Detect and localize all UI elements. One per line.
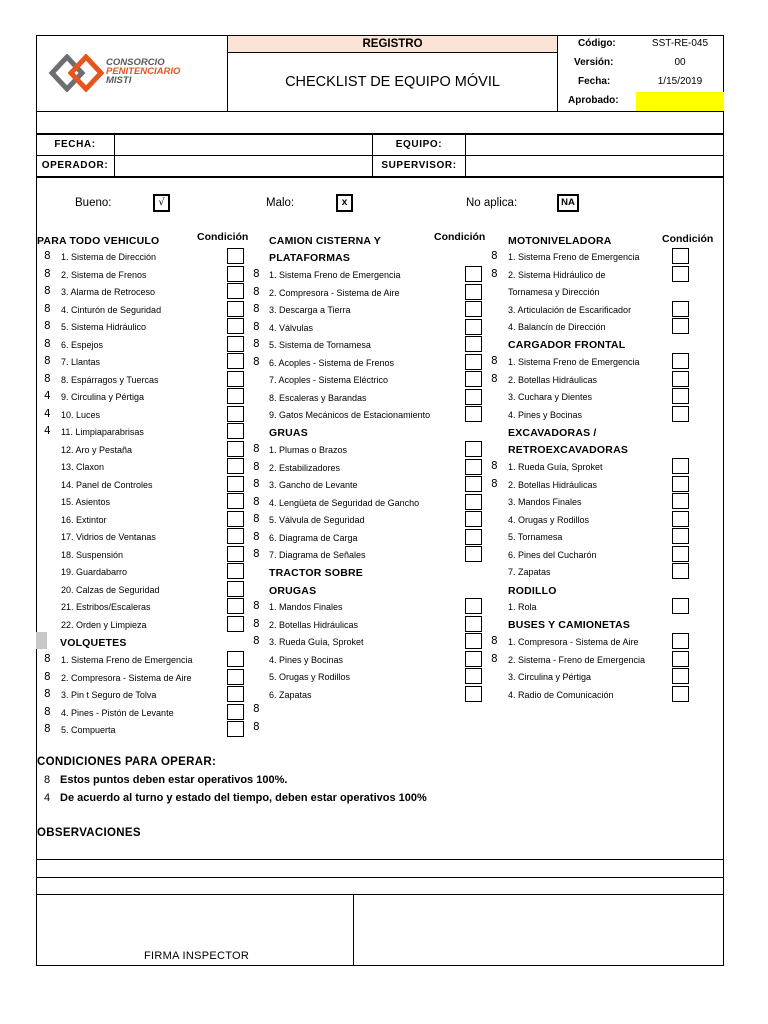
c2-grua-5-label: 5. Válvula de Seguridad <box>269 515 365 525</box>
condicion-header-3: Condición <box>662 233 714 245</box>
c2-cisterna-6-label: 6. Acoples - Sistema de Frenos <box>269 357 395 368</box>
conditions-line-1: Estos puntos deben estar operativos 100%. <box>60 774 288 786</box>
c2-tractor-4-checkbox[interactable] <box>465 651 482 667</box>
aprobado-field[interactable] <box>636 92 724 111</box>
c1-item-19-checkbox[interactable] <box>227 563 244 579</box>
c3-cargador-3-label: 3. Cuchara y Dientes <box>508 392 593 402</box>
c1-volquete-4-checkbox[interactable] <box>227 704 244 720</box>
c1-item-16-checkbox[interactable] <box>227 511 244 527</box>
c2-cisterna-2-checkbox[interactable] <box>465 284 482 300</box>
c3-moto-1-mark: 8 <box>491 250 498 262</box>
c1-item-12-label: 12. Aro y Pestaña <box>61 444 133 455</box>
c3-moto-2-mark: 8 <box>491 268 498 280</box>
c1-item-5-mark: 8 <box>44 320 51 332</box>
version-value: 00 <box>674 57 686 68</box>
equipo-input[interactable] <box>467 136 722 154</box>
c2-cisterna-5-mark: 8 <box>253 338 260 350</box>
c1-item-4-label: 4. Cinturón de Seguridad <box>61 304 162 315</box>
c2-cisterna-2-mark: 8 <box>253 285 260 298</box>
c2-cisterna-8-label: 8. Escaleras y Barandas <box>269 392 367 403</box>
c2-cisterna-3-mark: 8 <box>253 303 260 315</box>
info-hline <box>36 155 724 156</box>
c2-tractor-1-checkbox[interactable] <box>465 598 482 614</box>
c1-volquete-4-label: 4. Pines - Pistón de Levante <box>61 707 174 718</box>
c2-cisterna-4-label: 4. Válvulas <box>269 322 314 333</box>
c1-item-5-label: 5. Sistema Hidráulico <box>61 322 147 332</box>
c1-item-17-checkbox[interactable] <box>227 528 244 544</box>
section-tractor-b: ORUGAS <box>269 585 317 597</box>
c1-item-1-mark: 8 <box>44 250 51 262</box>
legend-noaplica-box: NA <box>557 194 579 212</box>
c3-buses-2-checkbox[interactable] <box>672 651 689 667</box>
info-vline-1 <box>114 134 115 177</box>
c1-item-20-label: 20. Calzas de Seguridad <box>61 584 160 595</box>
c3-rodillo-1-label: 1. Rola <box>508 602 537 612</box>
logo-mark-icon <box>48 54 108 92</box>
c1-volquete-2-label: 2. Compresora - Sistema de Aire <box>61 672 192 683</box>
c1-item-2-label: 2. Sistema de Frenos <box>61 269 147 280</box>
c1-item-13-checkbox[interactable] <box>227 458 244 474</box>
registro-label: REGISTRO <box>362 38 423 50</box>
c3-excavadora-1-checkbox[interactable] <box>672 458 689 474</box>
aprobado-label: Aprobado: <box>568 95 619 106</box>
c2-cisterna-1-label: 1. Sistema Freno de Emergencia <box>269 270 401 280</box>
c3-moto-4-label: 3. Articulación de Escarificador <box>508 305 632 315</box>
operador-input[interactable] <box>116 157 371 175</box>
c3-buses-1-mark: 8 <box>491 635 498 647</box>
c1-item-4-mark: 8 <box>44 302 51 315</box>
c3-cargador-1-checkbox[interactable] <box>672 353 689 369</box>
c1-volquete-5-mark: 8 <box>44 723 51 735</box>
c1-item-17-label: 17. Vidrios de Ventanas <box>61 532 156 542</box>
logo-line-3: MISTI <box>106 75 132 86</box>
c1-item-20-checkbox[interactable] <box>227 581 244 597</box>
c3-buses-1-checkbox[interactable] <box>672 633 689 649</box>
observaciones-title: OBSERVACIONES <box>37 827 141 839</box>
c2-tractor-3-label: 3. Rueda Guía, Sproket <box>269 637 364 647</box>
c3-moto-2-label: 2. Sistema Hidráulico de <box>508 270 606 280</box>
c3-cargador-2-checkbox[interactable] <box>672 371 689 387</box>
info-vline-3 <box>465 134 466 177</box>
c1-item-6-mark: 8 <box>44 337 51 350</box>
c3-cargador-3-checkbox[interactable] <box>672 388 689 404</box>
section-rodillo: RODILLO <box>508 585 557 597</box>
condicion-header-1: Condición <box>197 231 249 243</box>
c2-tractor-2-label: 2. Botellas Hidráulicas <box>269 619 359 630</box>
c2-grua-4-label: 4. Lengüeta de Seguridad de Gancho <box>269 497 420 508</box>
section-tractor: TRACTOR SOBRE <box>269 567 363 579</box>
c1-item-11-checkbox[interactable] <box>227 423 244 439</box>
c1-volquete-1-mark: 8 <box>44 653 51 665</box>
c2-tractor-2-checkbox[interactable] <box>465 616 482 632</box>
c3-buses-1-label: 1. Compresora - Sistema de Aire <box>508 637 639 647</box>
c2-grua-7-label: 7. Diagrama de Señales <box>269 550 366 560</box>
conditions-title: CONDICIONES PARA OPERAR: <box>37 756 217 768</box>
c1-item-8-checkbox[interactable] <box>227 371 244 387</box>
c2-grua-5-mark: 8 <box>253 513 260 525</box>
c1-item-10-mark: 4 <box>44 407 51 420</box>
c2-tractor-6-label: 6. Zapatas <box>269 689 312 700</box>
c2-cisterna-9-label: 9. Gatos Mecánicos de Estacionamiento <box>269 410 431 420</box>
c1-item-7-checkbox[interactable] <box>227 353 244 369</box>
c1-item-1-checkbox[interactable] <box>227 248 244 264</box>
c2-cisterna-8-checkbox[interactable] <box>465 389 482 405</box>
fecha-input[interactable] <box>116 136 371 154</box>
c1-item-9-checkbox[interactable] <box>227 388 244 404</box>
c1-item-14-label: 14. Panel de Controles <box>61 479 153 490</box>
logo-text <box>106 58 180 85</box>
c2-grua-7-mark: 8 <box>253 548 260 560</box>
c1-item-3-label: 3. Alarma de Retroceso <box>61 287 156 297</box>
c2-cisterna-4-mark: 8 <box>253 320 260 333</box>
c2-cisterna-1-checkbox[interactable] <box>465 266 482 282</box>
section-excavadoras: EXCAVADORAS / <box>508 427 597 439</box>
c2-grua-3-mark: 8 <box>253 478 260 490</box>
page-title: CHECKLIST DE EQUIPO MÓVIL <box>285 74 500 90</box>
c2-grua-3-checkbox[interactable] <box>465 476 482 492</box>
c3-excavadora-2-label: 2. Botellas Hidráulicas <box>508 479 598 490</box>
c1-item-5-checkbox[interactable] <box>227 318 244 334</box>
c3-excavadora-6-checkbox[interactable] <box>672 546 689 562</box>
logo-line-1: CONSORCIO <box>106 57 165 68</box>
c2-tractor-6-checkbox[interactable] <box>465 686 482 702</box>
c3-moto-3-label: Tornamesa y Dirección <box>508 287 600 297</box>
legend-bueno-box: √ <box>153 194 170 212</box>
section-para-todo-vehiculo: PARA TODO VEHICULO <box>37 235 160 247</box>
signature-other-box[interactable] <box>353 894 724 966</box>
c1-volquete-1-checkbox[interactable] <box>227 651 244 667</box>
fecha-meta-label: Fecha: <box>578 76 611 87</box>
c3-buses-4-checkbox[interactable] <box>672 686 689 702</box>
conditions-line-2: De acuerdo al turno y estado del tiempo, deben estar operativos 100% <box>60 792 427 804</box>
c2-cisterna-3-checkbox[interactable] <box>465 301 482 317</box>
c1-item-10-checkbox[interactable] <box>227 406 244 422</box>
c1-item-16-label: 16. Extintor <box>61 514 107 525</box>
c3-excavadora-4-checkbox[interactable] <box>672 511 689 527</box>
c2-cisterna-4-checkbox[interactable] <box>465 319 482 335</box>
conditions-mark-2: 4 <box>44 792 51 804</box>
c3-excavadora-4-label: 4. Orugas y Rodillos <box>508 514 590 525</box>
c1-item-21-checkbox[interactable] <box>227 598 244 614</box>
row-marker <box>36 632 47 649</box>
c3-excavadora-2-mark: 8 <box>491 477 498 490</box>
c1-item-21-label: 21. Estribos/Escaleras <box>61 602 151 612</box>
legend-malo-label: Malo: <box>266 197 295 209</box>
c1-item-7-mark: 8 <box>44 355 51 367</box>
c1-volquete-1-label: 1. Sistema Freno de Emergencia <box>61 655 193 665</box>
c1-volquete-3-checkbox[interactable] <box>227 686 244 702</box>
c1-item-14-checkbox[interactable] <box>227 476 244 492</box>
c2-cisterna-6-checkbox[interactable] <box>465 354 482 370</box>
version-label: Versión: <box>574 57 614 68</box>
c1-item-12-checkbox[interactable] <box>227 441 244 457</box>
c2-cisterna-9-checkbox[interactable] <box>465 406 482 422</box>
c2-grua-1-mark: 8 <box>253 443 260 455</box>
equipo-label: EQUIPO: <box>395 139 443 150</box>
c1-volquete-5-label: 5. Compuerta <box>61 725 116 735</box>
legend-noaplica-label: No aplica: <box>466 197 518 209</box>
section-gruas: GRUAS <box>269 427 308 439</box>
c1-item-13-label: 13. Claxon <box>61 462 105 472</box>
c1-item-8-mark: 8 <box>44 372 51 385</box>
c2-grua-2-checkbox[interactable] <box>465 459 482 475</box>
c1-item-19-label: 19. Guardabarro <box>61 567 128 577</box>
c1-volquete-3-label: 3. Pin t Seguro de Tolva <box>61 690 157 700</box>
c1-item-7-label: 7. Llantas <box>61 357 101 367</box>
c2-cisterna-5-checkbox[interactable] <box>465 336 482 352</box>
c3-buses-2-mark: 8 <box>491 652 498 665</box>
c3-excavadora-2-checkbox[interactable] <box>672 476 689 492</box>
c1-item-11-label: 11. Limpiaparabrisas <box>61 427 144 437</box>
c2-cisterna-1-mark: 8 <box>253 268 260 280</box>
c2-tractor-5-checkbox[interactable] <box>465 668 482 684</box>
codigo-value: SST-RE-045 <box>651 38 709 49</box>
c3-cargador-1-mark: 8 <box>491 355 498 367</box>
obs-line-1[interactable] <box>36 859 724 860</box>
c2-cisterna-5-label: 5. Sistema de Tornamesa <box>269 340 371 350</box>
fecha-label: FECHA: <box>54 139 96 150</box>
supervisor-input[interactable] <box>467 157 722 175</box>
c3-excavadora-3-checkbox[interactable] <box>672 493 689 509</box>
c1-volquete-3-mark: 8 <box>44 688 51 700</box>
c1-volquete-4-mark: 8 <box>44 705 51 718</box>
c3-moto-2-checkbox[interactable] <box>672 266 689 282</box>
c1-item-3-mark: 8 <box>44 285 51 297</box>
section-excavadoras-b: RETROEXCAVADORAS <box>508 444 629 456</box>
section-cisterna-b: PLATAFORMAS <box>269 252 351 264</box>
c2-tractor-1-label: 1. Mandos Finales <box>269 602 343 612</box>
c2-cisterna-7-label: 7. Acoples - Sistema Eléctrico <box>269 375 389 385</box>
c1-item-3-checkbox[interactable] <box>227 283 244 299</box>
c2-grua-4-mark: 8 <box>253 495 260 508</box>
c3-cargador-4-label: 4. Pines y Bocinas <box>508 409 583 420</box>
c3-excavadora-5-label: 5. Tornamesa <box>508 532 563 542</box>
c2-tractor-3-mark: 8 <box>253 635 260 647</box>
c3-moto-1-label: 1. Sistema Freno de Emergencia <box>508 252 640 262</box>
c1-volquete-2-mark: 8 <box>44 670 51 683</box>
c2-extra-mark-2: 8 <box>253 721 260 733</box>
c2-tractor-2-mark: 8 <box>253 617 260 630</box>
c2-grua-6-label: 6. Diagrama de Carga <box>269 532 358 543</box>
c2-tractor-4-label: 4. Pines y Bocinas <box>269 654 344 665</box>
c1-item-10-label: 10. Luces <box>61 409 101 420</box>
c1-item-6-label: 6. Espejos <box>61 339 104 350</box>
c2-grua-5-checkbox[interactable] <box>465 511 482 527</box>
logo-line-2: PENITENCIARIO <box>106 66 181 77</box>
c1-item-22-label: 22. Orden y Limpieza <box>61 619 147 630</box>
c2-tractor-5-label: 5. Orugas y Rodillos <box>269 672 351 682</box>
c2-tractor-1-mark: 8 <box>253 600 260 612</box>
firma-inspector-label: FIRMA INSPECTOR <box>144 950 250 962</box>
c3-excavadora-1-mark: 8 <box>491 460 498 472</box>
section-buses: BUSES Y CAMIONETAS <box>508 619 631 631</box>
c1-item-9-mark: 4 <box>44 390 51 402</box>
c1-item-9-label: 9. Circulina y Pértiga <box>61 392 145 402</box>
c3-excavadora-3-label: 3. Mandos Finales <box>508 497 582 507</box>
c2-grua-2-label: 2. Estabilizadores <box>269 462 341 473</box>
c2-grua-1-label: 1. Plumas o Brazos <box>269 445 348 455</box>
section-motoniveladora: MOTONIVELADORA <box>508 235 612 247</box>
legend-malo-box: x <box>336 194 353 212</box>
c3-buses-3-label: 3. Circulina y Pértiga <box>508 672 592 682</box>
c3-buses-2-label: 2. Sistema - Freno de Emergencia <box>508 654 646 665</box>
c2-grua-6-checkbox[interactable] <box>465 529 482 545</box>
c3-cargador-4-checkbox[interactable] <box>672 406 689 422</box>
c1-item-18-checkbox[interactable] <box>227 546 244 562</box>
obs-line-2[interactable] <box>36 877 724 878</box>
c2-cisterna-3-label: 3. Descarga a Tierra <box>269 305 351 315</box>
c2-extra-mark-1: 8 <box>253 703 260 715</box>
condicion-header-2: Condición <box>434 231 486 243</box>
c2-grua-2-mark: 8 <box>253 460 260 473</box>
c3-rodillo-1-checkbox[interactable] <box>672 598 689 614</box>
c3-moto-1-checkbox[interactable] <box>672 248 689 264</box>
c2-tractor-3-checkbox[interactable] <box>465 633 482 649</box>
c2-cisterna-7-checkbox[interactable] <box>465 371 482 387</box>
c3-excavadora-6-label: 6. Pines del Cucharón <box>508 549 597 560</box>
supervisor-label: SUPERVISOR: <box>381 160 457 171</box>
c1-item-22-checkbox[interactable] <box>227 616 244 632</box>
c2-cisterna-6-mark: 8 <box>253 355 260 368</box>
c3-moto-5-checkbox[interactable] <box>672 318 689 334</box>
spacer-row <box>36 111 724 134</box>
c1-item-2-mark: 8 <box>44 267 51 280</box>
c1-volquete-2-checkbox[interactable] <box>227 669 244 685</box>
codigo-label: Código: <box>578 38 616 49</box>
section-volquetes: VOLQUETES <box>60 637 127 649</box>
c1-item-4-checkbox[interactable] <box>227 301 244 317</box>
c2-cisterna-2-label: 2. Compresora - Sistema de Aire <box>269 287 400 298</box>
company-logo <box>48 54 108 92</box>
c3-cargador-2-mark: 8 <box>491 372 498 385</box>
c2-grua-4-checkbox[interactable] <box>465 494 482 510</box>
c1-item-15-label: 15. Asientos <box>61 497 111 507</box>
c3-excavadora-7-checkbox[interactable] <box>672 563 689 579</box>
c3-moto-5-label: 4. Balancín de Dirección <box>508 322 606 332</box>
section-cisterna: CAMION CISTERNA Y <box>269 235 381 247</box>
operador-label: OPERADOR: <box>41 160 109 171</box>
c2-grua-3-label: 3. Gancho de Levante <box>269 480 358 490</box>
c1-item-11-mark: 4 <box>44 425 51 437</box>
conditions-mark-1: 8 <box>44 774 51 786</box>
c3-cargador-2-label: 2. Botellas Hidráulicas <box>508 374 598 385</box>
c1-item-15-checkbox[interactable] <box>227 493 244 509</box>
c3-excavadora-5-checkbox[interactable] <box>672 528 689 544</box>
c1-item-8-label: 8. Espárragos y Tuercas <box>61 374 159 385</box>
c1-volquete-5-checkbox[interactable] <box>227 721 244 737</box>
c1-item-6-checkbox[interactable] <box>227 336 244 352</box>
c1-item-2-checkbox[interactable] <box>227 266 244 282</box>
c1-item-1-label: 1. Sistema de Dirección <box>61 252 157 262</box>
section-cargador-frontal: CARGADOR FRONTAL <box>508 339 626 351</box>
c3-buses-4-label: 4. Radio de Comunicación <box>508 689 614 700</box>
c3-moto-4-checkbox[interactable] <box>672 301 689 317</box>
c2-grua-7-checkbox[interactable] <box>465 546 482 562</box>
c3-excavadora-7-label: 7. Zapatas <box>508 567 551 577</box>
legend-bueno-label: Bueno: <box>75 197 112 209</box>
fecha-meta-value: 1/15/2019 <box>657 76 703 87</box>
c3-excavadora-1-label: 1. Rueda Guía, Sproket <box>508 462 603 472</box>
c3-buses-3-checkbox[interactable] <box>672 668 689 684</box>
c2-grua-1-checkbox[interactable] <box>465 441 482 457</box>
c1-item-18-label: 18. Suspensión <box>61 549 124 560</box>
c3-cargador-1-label: 1. Sistema Freno de Emergencia <box>508 357 640 367</box>
c2-grua-6-mark: 8 <box>253 530 260 543</box>
